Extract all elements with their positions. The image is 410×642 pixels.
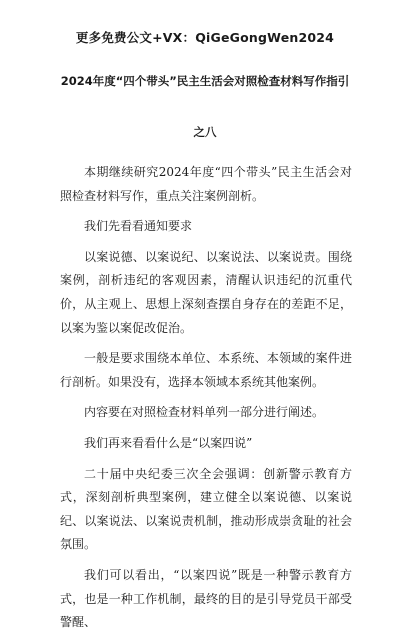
paragraph-conclusion: 我们可以看出，“以案四说”既是一种警示教育方式，也是一种工作机制，最终的目的是引导党员干部受警醒、	[60, 567, 352, 630]
paragraph-plenary-quote: 二十届中央纪委三次全会强调：创新警示教育方式，深刻剖析典型案例，建立健全以案说德、以案说纪、以案说法、以案说责机制，推动形成崇贪耻的社会氛围。	[60, 466, 352, 552]
paragraph-definition-heading: 我们再来看看什么是“以案四说”	[84, 435, 253, 450]
watermark-header: 更多免费公文+VX：QiGeGongWen2024	[75, 30, 335, 45]
document-title: 2024年度“四个带头”民主生活会对照检查材料写作指引	[60, 74, 350, 88]
paragraph-notice-requirement: 以案说德、以案说纪、以案说法、以案说责。围绕案例，剖析违纪的客观因素，清醒认识违纪的沉重代价，从主观上、思想上深刻查摆自身存在的差距不足，以案为鉴以案促改促治。	[60, 249, 352, 335]
paragraph-notice-heading: 我们先看看通知要求	[84, 219, 193, 234]
document-body	[60, 161, 352, 642]
paragraph-scope: 一般是要求围绕本单位、本系统、本领域的案件进行剖析。如果没有，选择本领域本系统其他案例。	[60, 351, 352, 389]
document-subtitle: 之八	[193, 125, 217, 139]
paragraph-intro: 本期继续研究2024年度“四个带头”民主生活会对照检查材料写作，重点关注案例剖析。	[60, 165, 352, 203]
paragraph-placement: 内容要在对照检查材料单列一部分进行阐述。	[84, 405, 325, 420]
